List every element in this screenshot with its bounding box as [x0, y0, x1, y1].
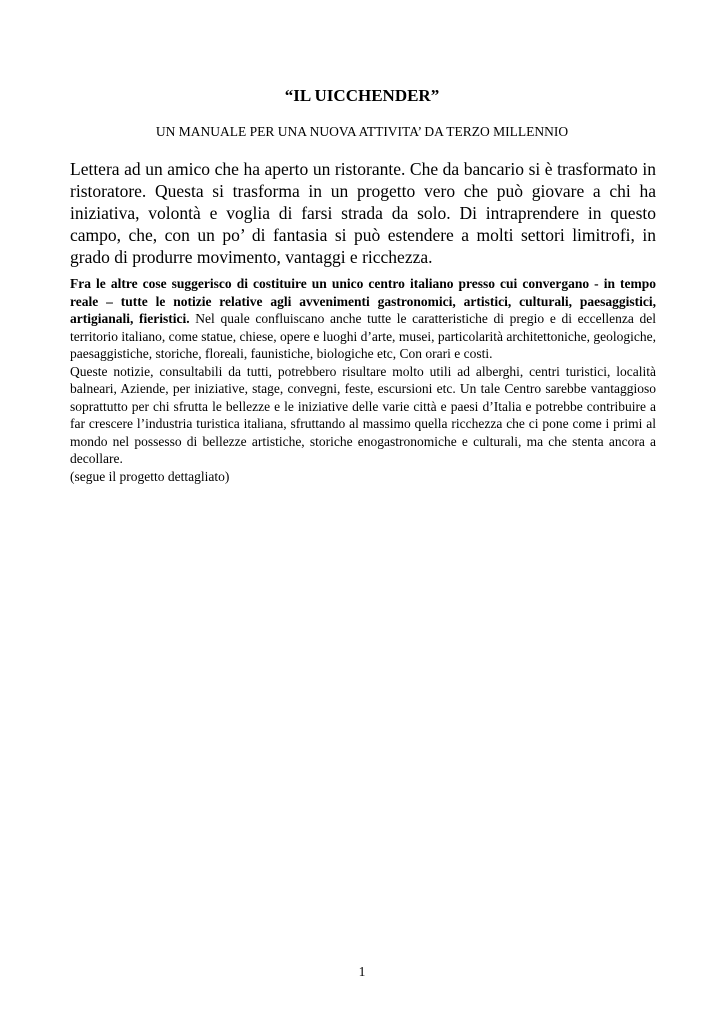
body-paragraph-1-bold: Fra le altre cose suggerisco di costituire un unico centro italiano presso cui convergano - in tempo reale – tutte le notizie relative agli avvenimenti gastronomici, artistici, culturali, paesaggistici, artigianali, fieristici. [70, 276, 656, 326]
body-paragraph-2: Queste notizie, consultabili da tutti, potrebbero risultare molto utili ad alberghi, centri turistici, località balneari, Aziende, per iniziative, stage, convegni, feste, escursioni etc. Un tale Centro sarebbe vantaggioso soprattutto per chi sfrutta le bellezze e le iniziative delle varie città e paesi d’Italia e potrebbe contribuire a far crescere l’industria turistica italiana, sfruttando al massimo quella ricchezza che ci pone come i primi al mondo nel possesso di bellezze artistiche, storiche enogastronomiche e culturali, ma che stenta ancora a decollare. [70, 363, 656, 466]
lead-paragraph: Lettera ad un amico che ha aperto un ristorante. Che da bancario si è trasformato in ristoratore. Questa si trasforma in un progetto vero che può giovare a chi ha iniziativa, volontà e voglia di farsi strada da solo. Di intraprendere in questo campo, che, con un po’ di fantasia si può estendere a molti settori limitrofi, in grado di produrre movimento, vantaggi e ricchezza. [70, 159, 656, 267]
body-paragraph-1-regular: Nel quale confluiscano anche tutte le caratteristiche di pregio e di eccellenza del territorio italiano, come statue, chiese, opere e luoghi d’arte, musei, particolarità architettoniche, geologiche, paesaggistiche, storiche, floreali, faunistiche, biologiche etc, Con orari e costi. [70, 311, 656, 361]
document-subtitle: UN MANUALE PER UNA NUOVA ATTIVITA’ DA TERZO MILLENNIO [155, 124, 569, 139]
body-text [70, 275, 656, 485]
document-title: “IL UICCHENDER” [284, 86, 440, 105]
page-number: 1 [358, 964, 366, 979]
body-paragraph-3: (segue il progetto dettagliato) [70, 468, 230, 484]
body-paragraph-1 [70, 275, 656, 363]
